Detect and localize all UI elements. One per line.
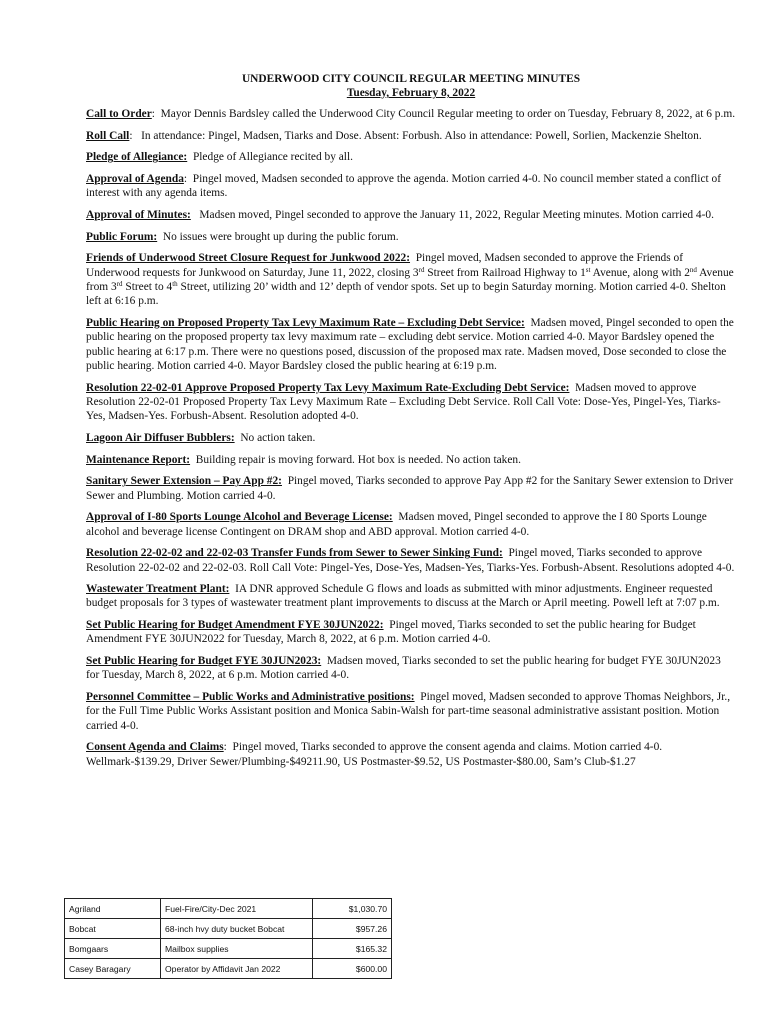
section-body: In attendance: Pingel, Madsen, Tiarks and Dose. Absent: Forbush. Also in attendance: Powell, Sorlien, Mackenzie Shelton. bbox=[141, 129, 702, 142]
section-heading: Resolution 22-02-02 and 22-02-03 Transfer Funds from Sewer to Sewer Sinking Fund: bbox=[86, 547, 503, 560]
claims-table bbox=[64, 898, 392, 979]
section-heading: Approval of Minutes: bbox=[86, 209, 191, 222]
section-maintenance bbox=[86, 453, 736, 467]
section-body: Pingel moved, Tiarks seconded to approve Resolution 22-02-02 and 22-02-03. Roll Call Vote: Pingel-Yes, Dose-Yes, Madsen-Yes, Tiarks-Yes. Forbush-Absent. Resolutions adopted 4-0. bbox=[86, 547, 735, 574]
section-body: Madsen moved, Pingel seconded to approve the I 80 Sports Lounge alcohol and beverage license Contingent on DRAM shop and ABD approval. Motion carried 4-0. bbox=[86, 511, 707, 538]
section-approval-of-agenda: Approval of Agenda: Pingel moved, Madsen seconded to approve the agenda. Motion carried 4-0. No council member stated a conflict of interest with any agenda items. bbox=[86, 173, 722, 200]
section-heading: Wastewater Treatment Plant: bbox=[86, 583, 230, 596]
vendor-cell: Agriland bbox=[65, 899, 161, 919]
section-body: Building repair is moving forward. Hot box is needed. No action taken. bbox=[195, 453, 521, 466]
section-public-forum bbox=[86, 230, 736, 244]
section-heading: Public Forum: bbox=[86, 230, 158, 243]
table-row bbox=[65, 959, 392, 979]
ordinal-suffix: st bbox=[585, 265, 591, 274]
section-approval-of-minutes bbox=[86, 208, 736, 222]
section-body-part: Avenue from 3 bbox=[86, 266, 734, 294]
section-wastewater bbox=[86, 582, 736, 611]
section-heading: Set Public Hearing for Budget Amendment FYE 30JUN2022: bbox=[86, 619, 384, 632]
section-resolution-transfer bbox=[86, 546, 736, 575]
section-heading: Roll Call bbox=[86, 129, 130, 142]
vendor-cell: Bomgaars bbox=[65, 939, 161, 959]
meeting-date: Tuesday, February 8, 2022 bbox=[346, 87, 476, 99]
ordinal-suffix: rd bbox=[418, 265, 425, 274]
section-budget-amendment bbox=[86, 618, 736, 647]
section-body: Pingel moved, Tiarks seconded to set the public hearing for Budget Amendment FYE 30JUN2022 for Tuesday, March 8, 2022, at 6 p.m. Motion carried 4-0. bbox=[86, 619, 696, 646]
ordinal-suffix: nd bbox=[689, 265, 697, 274]
table-row bbox=[65, 919, 392, 939]
table-row bbox=[65, 899, 392, 919]
section-body: Madsen moved, Pingel seconded to approve the January 11, 2022, Regular Meeting minutes. Motion carried 4-0. bbox=[199, 209, 714, 222]
table-row bbox=[65, 939, 392, 959]
vendor-cell: Casey Baragary bbox=[65, 959, 161, 979]
section-body: Mayor Dennis Bardsley called the Underwood City Council Regular meeting to order on Tuesday, February 8, 2022, at 6 p.m. bbox=[160, 108, 736, 120]
section-heading: Consent Agenda and Claims bbox=[86, 741, 224, 754]
section-body: IA DNR approved Schedule G flows and loads as submitted with minor adjustments. Engineer requested budget proposals for 3 types of wastewater treatment plant improvements to discuss at the March or April meeting. Powell left at 7:07 p.m. bbox=[86, 583, 720, 610]
section-heading: Set Public Hearing for Budget FYE 30JUN2023: bbox=[86, 655, 322, 668]
section-resolution-22-02-01 bbox=[86, 381, 736, 424]
section-public-hearing-levy bbox=[86, 316, 736, 373]
section-body-part: Street, utilizing 20’ width and 12’ depth of vendor spots. Set up to begin Saturday morning. Motion carried 4-0. Shelton left at 6:16 p.m. bbox=[86, 281, 726, 308]
section-heading: Call to Order bbox=[86, 108, 152, 120]
amount-cell: $957.26 bbox=[313, 919, 392, 939]
section-body: Pingel moved, Madsen seconded to approve Thomas Neighbors, Jr., for the Full Time Public Works Assistant position and Monica Sabin-Walsh for part-time seasonal administrative assistant position. Motion carried 4-0. bbox=[86, 691, 731, 732]
section-heading: Sanitary Sewer Extension – Pay App #2: bbox=[86, 475, 282, 488]
section-body: Pledge of Allegiance recited by all. bbox=[192, 151, 353, 164]
section-lagoon bbox=[86, 431, 736, 445]
section-body: Madsen moved, Tiarks seconded to set the public hearing for budget FYE 30JUN2023 for Tuesday, March 8, 2022, at 6 p.m. Motion carried 4-0. bbox=[86, 655, 721, 682]
section-body-part: Street from Railroad Highway to 1 bbox=[424, 266, 586, 279]
section-heading: Public Hearing on Proposed Property Tax Levy Maximum Rate – Excluding Debt Service: bbox=[86, 317, 525, 329]
section-personnel bbox=[86, 690, 736, 733]
section-roll-call: Roll Call: In attendance: Pingel, Madsen, Tiarks and Dose. Absent: Forbush. Also in attendance: Powell, Sorlien, Mackenzie Shelton. bbox=[86, 129, 702, 142]
description-cell: Operator by Affidavit Jan 2022 bbox=[161, 959, 313, 979]
section-body: No issues were brought up during the public forum. bbox=[162, 230, 399, 243]
minutes-document bbox=[86, 72, 736, 776]
section-heading: Pledge of Allegiance: bbox=[86, 151, 188, 164]
section-body: No action taken. bbox=[240, 431, 316, 444]
section-body: Madsen moved, Pingel seconded to open the public hearing on the proposed property tax levy maximum rate – excluding debt service. Motion carried 4-0. Mayor Bardsley opened the public hearing at 6:17 p.m. There were no questions posed, discussion of the proposed max rate. Madsen moved, Dose seconded to close the public hearing. Motion carried 4-0. Mayor Bardsley closed the public hearing at 6:19 p.m. bbox=[86, 317, 734, 372]
section-body-part: Avenue, along with 2 bbox=[590, 266, 690, 279]
section-sanitary-sewer bbox=[86, 474, 736, 503]
section-pledge bbox=[86, 150, 736, 164]
section-heading: Lagoon Air Diffuser Bubblers: bbox=[86, 431, 235, 444]
section-heading: Friends of Underwood Street Closure Request for Junkwood 2022: bbox=[86, 252, 411, 265]
section-body: Madsen moved to approve Resolution 22-02-01 Proposed Property Tax Levy Maximum Rate – Excluding Debt Service. Roll Call Vote: Dose-Yes, Pingel-Yes, Tiarks-Yes, Madsen-Yes. Forbush-Absent. Resolution adopted 4-0. bbox=[86, 381, 721, 423]
section-heading: Approval of I-80 Sports Lounge Alcohol and Beverage License: bbox=[86, 511, 393, 524]
amount-cell: $600.00 bbox=[313, 959, 392, 979]
description-cell: Fuel-Fire/City-Dec 2021 bbox=[161, 899, 313, 919]
ordinal-suffix: rd bbox=[116, 280, 123, 289]
document-title: UNDERWOOD CITY COUNCIL REGULAR MEETING MINUTES bbox=[241, 73, 581, 85]
amount-cell: $165.32 bbox=[313, 939, 392, 959]
ordinal-suffix: th bbox=[172, 280, 178, 289]
section-body: Pingel moved, Tiarks seconded to approve the consent agenda and claims. Motion carried 4-0. Wellmark-$139.29, Driver Sewer/Plumbing-$49211.90, US Postmaster-$9.52, US Postmaster-$80.00, Sam’s Club-$1.27 bbox=[86, 741, 663, 768]
section-body: Pingel moved, Tiarks seconded to approve Pay App #2 for the Sanitary Sewer extension to Driver Sewer and Plumbing. Motion carried 4-0. bbox=[86, 475, 734, 502]
section-i80-license bbox=[86, 510, 736, 539]
section-junkwood bbox=[86, 251, 736, 308]
section-heading: Personnel Committee – Public Works and Administrative positions: bbox=[86, 691, 415, 704]
section-call-to-order: Call to Order: Mayor Dennis Bardsley called the Underwood City Council Regular meeting to order on Tuesday, February 8, 2022, at 6 p.m. bbox=[86, 108, 736, 120]
section-heading: Resolution 22-02-01 Approve Proposed Property Tax Levy Maximum Rate-Excluding Debt Service: bbox=[86, 381, 570, 394]
amount-cell: $1,030.70 bbox=[313, 899, 392, 919]
section-heading: Approval of Agenda bbox=[86, 173, 184, 186]
description-cell: 68-inch hvy duty bucket Bobcat bbox=[161, 919, 313, 939]
section-consent-agenda: Consent Agenda and Claims: Pingel moved, Tiarks seconded to approve the consent agenda and claims. Motion carried 4-0. Wellmark-$139.29, Driver Sewer/Plumbing-$49211.90, US Postmaster-$9.52, US Postmaster-$80.00, Sam’s Club-$1.27 bbox=[86, 741, 663, 768]
section-budget-fye2023 bbox=[86, 654, 736, 683]
vendor-cell: Bobcat bbox=[65, 919, 161, 939]
section-body: Pingel moved, Madsen seconded to approve the agenda. Motion carried 4-0. No council member stated a conflict of interest with any agenda items. bbox=[86, 173, 722, 200]
section-heading: Maintenance Report: bbox=[86, 453, 191, 466]
section-body-part: Pingel moved, Madsen seconded to approve the Friends of Underwood requests for Junkwood on Saturday, June 11, 2022, closing 3 bbox=[86, 252, 684, 279]
section-body-part: Street to 4 bbox=[122, 281, 173, 294]
description-cell: Mailbox supplies bbox=[161, 939, 313, 959]
